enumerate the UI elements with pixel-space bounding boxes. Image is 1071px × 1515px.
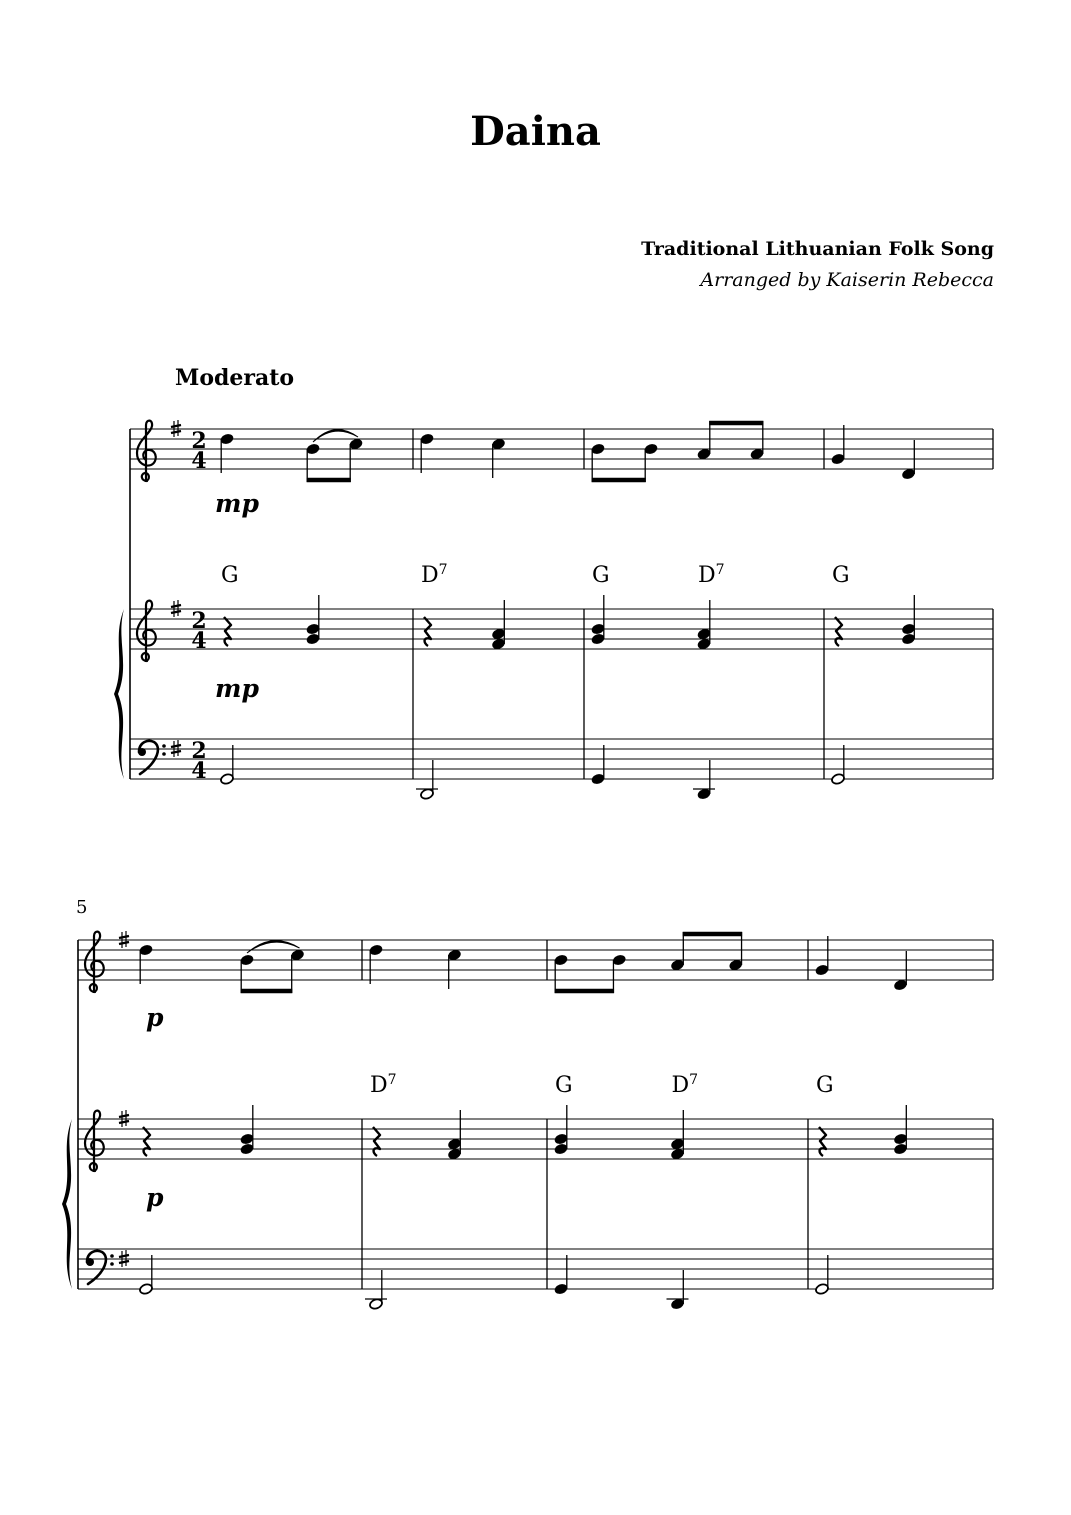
notehead [670,1138,685,1151]
notehead [893,1133,908,1146]
treble-clef-shape [85,1111,104,1171]
chord-extension: 7 [715,562,725,578]
quarter-rest-icon [373,1127,380,1156]
bass-clef-dot [110,1254,114,1258]
notehead [554,1283,569,1296]
quarter-rest-icon [424,617,431,646]
quarter-rest-icon [819,1127,826,1156]
notehead [491,438,506,451]
notehead [220,433,235,446]
sharp-stroke [171,751,181,753]
slur [247,941,300,953]
treble-clef-icon [137,421,156,481]
notehead [491,628,506,641]
notehead [591,633,606,646]
arranger-credit: Arranged by Kaiserin Rebecca [700,269,994,291]
notehead [554,1133,569,1146]
treble-clef-shape [137,421,156,481]
bass-clef-dot [162,752,166,756]
time-signature-bottom: 4 [191,448,207,474]
time-signature-bottom: 4 [191,758,207,784]
notehead [670,1148,685,1161]
notehead [306,633,321,646]
notehead [697,788,712,801]
notehead [893,979,908,992]
sharp-stroke [119,1261,129,1263]
time-signature-top: 2 [191,738,207,764]
half-notehead [831,773,846,786]
notehead [728,959,743,972]
treble-clef-shape [85,932,104,992]
notehead [591,623,606,636]
slur [313,430,358,442]
notehead [697,628,712,641]
time-signature-bottom: 4 [191,628,207,654]
notehead [290,949,305,962]
treble-clef-icon [85,932,104,992]
sharp-stroke [171,745,181,747]
chord-symbol: $D^7$ [671,1072,699,1098]
notehead [447,949,462,962]
chord-extension: 7 [689,1072,699,1088]
notehead [697,638,712,651]
notehead [591,773,606,786]
sharp-stroke [171,431,181,433]
notehead [554,1143,569,1156]
notehead [554,954,569,967]
treble-clef-icon [85,1111,104,1171]
chord-symbol: G [832,563,850,588]
chord-symbol: G [221,563,239,588]
dynamic-marking: p [146,1003,164,1032]
half-notehead [815,1283,830,1296]
measure-number: 5 [76,897,88,918]
bass-clef-dot [110,1262,114,1266]
notehead [240,1133,255,1146]
chord-symbol: G [816,1073,834,1098]
notehead [901,623,916,636]
half-notehead [369,1298,384,1311]
notehead [901,468,916,481]
treble-clef-shape [137,601,156,661]
notehead [240,1143,255,1156]
notehead [901,633,916,646]
tempo-marking: Moderato [175,365,295,391]
time-signature-top: 2 [191,608,207,634]
notehead [893,1143,908,1156]
treble-clef-icon [137,601,156,661]
notehead [670,959,685,972]
composer-credit: Traditional Lithuanian Folk Song [641,238,994,260]
notehead [815,964,830,977]
notehead [369,944,384,957]
sharp-stroke [119,936,129,938]
dynamic-marking: p [146,1183,164,1212]
notehead [447,1138,462,1151]
chord-extension: 7 [438,562,448,578]
sharp-stroke [119,1255,129,1257]
sharp-stroke [119,1115,129,1117]
sharp-stroke [119,942,129,944]
notehead [420,433,435,446]
notehead [447,1148,462,1161]
notehead [306,443,321,456]
notehead [644,443,659,456]
chord-symbol: G [555,1073,573,1098]
sharp-stroke [171,605,181,607]
half-notehead [220,773,235,786]
half-notehead [139,1283,154,1296]
notehead [240,954,255,967]
half-notehead [420,788,435,801]
sharp-stroke [119,1121,129,1123]
bass-clef-dot [162,744,166,748]
bass-clef-dot [138,748,146,756]
notehead [591,443,606,456]
dynamic-marking: mp [215,674,259,703]
notehead [750,448,765,461]
quarter-rest-icon [143,1127,150,1156]
notehead [139,944,154,957]
quarter-rest-icon [224,617,231,646]
piano-brace [114,609,124,779]
chord-extension: 7 [387,1072,397,1088]
bass-clef-dot [86,1258,94,1266]
chord-symbol: $D^7$ [698,562,725,588]
chord-symbol: G [592,563,610,588]
notehead [349,438,364,451]
notehead [491,638,506,651]
chord-symbol: $D^7$ [421,562,448,588]
notehead [670,1298,685,1311]
notehead [612,954,627,967]
chord-symbol: $D^7$ [370,1072,397,1098]
quarter-rest-icon [835,617,842,646]
notehead [306,623,321,636]
sharp-stroke [171,425,181,427]
notehead [697,448,712,461]
dynamic-marking: mp [215,489,259,518]
time-signature-top: 2 [191,428,207,454]
sharp-stroke [171,611,181,613]
piano-brace [62,1119,72,1289]
score-title: Daina [470,108,601,155]
notehead [831,453,846,466]
